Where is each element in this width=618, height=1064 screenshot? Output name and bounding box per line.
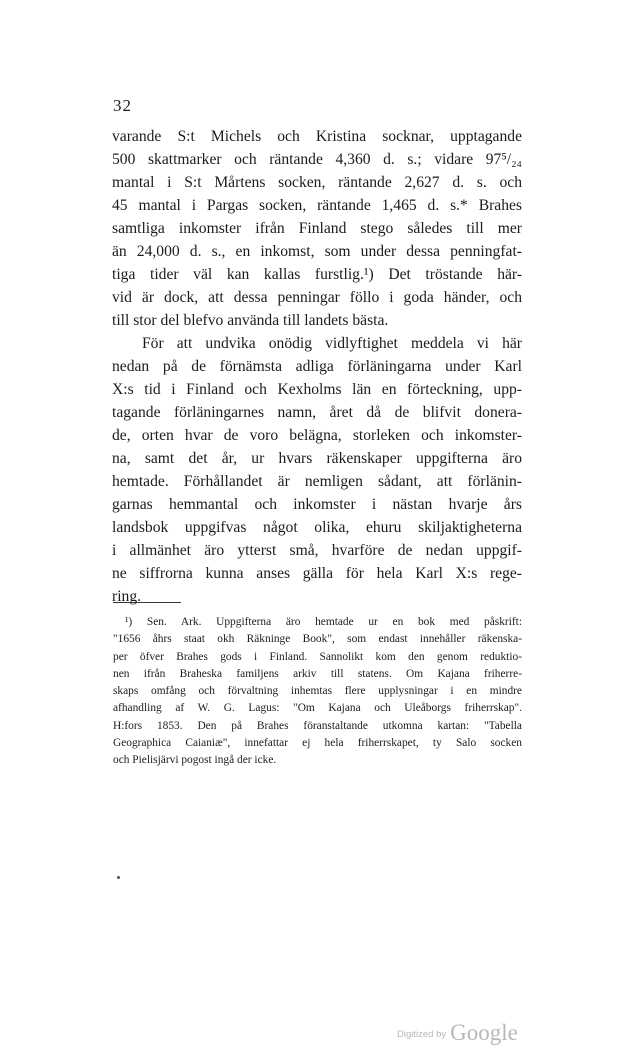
text-line: i allmänhet äro ytterst små, hvarföre de nedan uppgif- [112,542,522,559]
text-line: 500 skattmarker och räntande 4,360 d. s.; vidare 97⁵/₂₄ [112,151,522,168]
text-line: hemtade. Förhållandet är nemligen sådant, att förlänin- [112,473,522,490]
footnote-line: per öfver Brahes gods i Finland. Sannolikt kom den genom reduktio- [113,650,522,663]
text-line: varande S:t Michels och Kristina socknar, upptagande [112,128,522,145]
footnote-line: skaps omfång och förvaltning inhemtas flere upplysningar i en mindre [113,685,522,698]
footnote-line: Geographica Caianiæ", innefattar ej hela friherrskapet, ty Salo socken [113,737,522,750]
text-line: garnas hemmantal och inkomster i nästan hvarje års [112,496,522,513]
footnote [113,614,522,770]
text-line: än 24,000 d. s., en inkomst, som under dessa penningfat- [112,243,522,260]
text-line: tiga tider väl kan kallas furstlig.¹) Det tröstande här- [112,266,522,283]
text-line: till stor del blefvo använda till landets bästa. [112,312,389,329]
text-line: ne siffrorna kunna anses gälla för hela Karl X:s rege- [112,565,522,582]
text-line: vid är dock, att dessa penningar föllo i goda händer, och [112,289,522,306]
page-number: 32 [113,96,132,115]
watermark-digitized-text: Digitized by [397,1029,447,1040]
text-line: 45 mantal i Pargas socken, räntande 1,465 d. s.* Brahes [112,197,522,214]
text-line: mantal i S:t Mårtens socken, räntande 2,627 d. s. och [112,174,522,191]
footnote-line: och Pielisjärvi pogost ingå der icke. [113,754,277,767]
text-line: tagande förläningarnes namn, året då de blifvit donera- [112,404,522,421]
footnote-line: afhandling af W. G. Lagus: "Om Kajana och Uleåborgs friherrskap". [113,702,522,715]
footnote-line: nen ifrån Braheska familjens arkiv till statens. Om Kajana friherre- [113,667,522,680]
text-line: För att undvika onödig vidlyftighet meddela vi här [142,335,522,352]
footnote-line: "1656 åhrs staat okh Räkninge Book", som endast innehåller räkenskа- [113,633,522,646]
text-line: landsbok uppgifvas något olika, ehuru skiljaktigheterna [112,519,522,536]
ink-speck [117,876,120,879]
google-logo: Google [450,1020,518,1045]
digitized-watermark [397,1020,518,1046]
text-line: samtliga inkomster ifrån Finland stego således till mer [112,220,522,237]
text-line: na, samt det år, ur hvars räkenskaper uppgifterna äro [112,450,522,467]
footnote-line: H:fors 1853. Den på Brahes föranstaltande utkomna kartan: "Tabella [113,719,522,732]
footnote-separator [113,602,181,603]
text-line: X:s tid i Finland och Kexholms län en förteckning, upp- [112,381,522,398]
text-line: de, orten hvar de voro belägna, storleken och inkomster- [112,427,522,444]
footnote-line: ¹) Sen. Ark. Uppgifterna äro hemtade ur en bok med påskrift: [125,616,522,628]
text-line: nedan på de förnämsta adliga förläningarna under Karl [112,358,522,375]
main-text [112,125,522,608]
text-line: ring. [112,588,142,605]
